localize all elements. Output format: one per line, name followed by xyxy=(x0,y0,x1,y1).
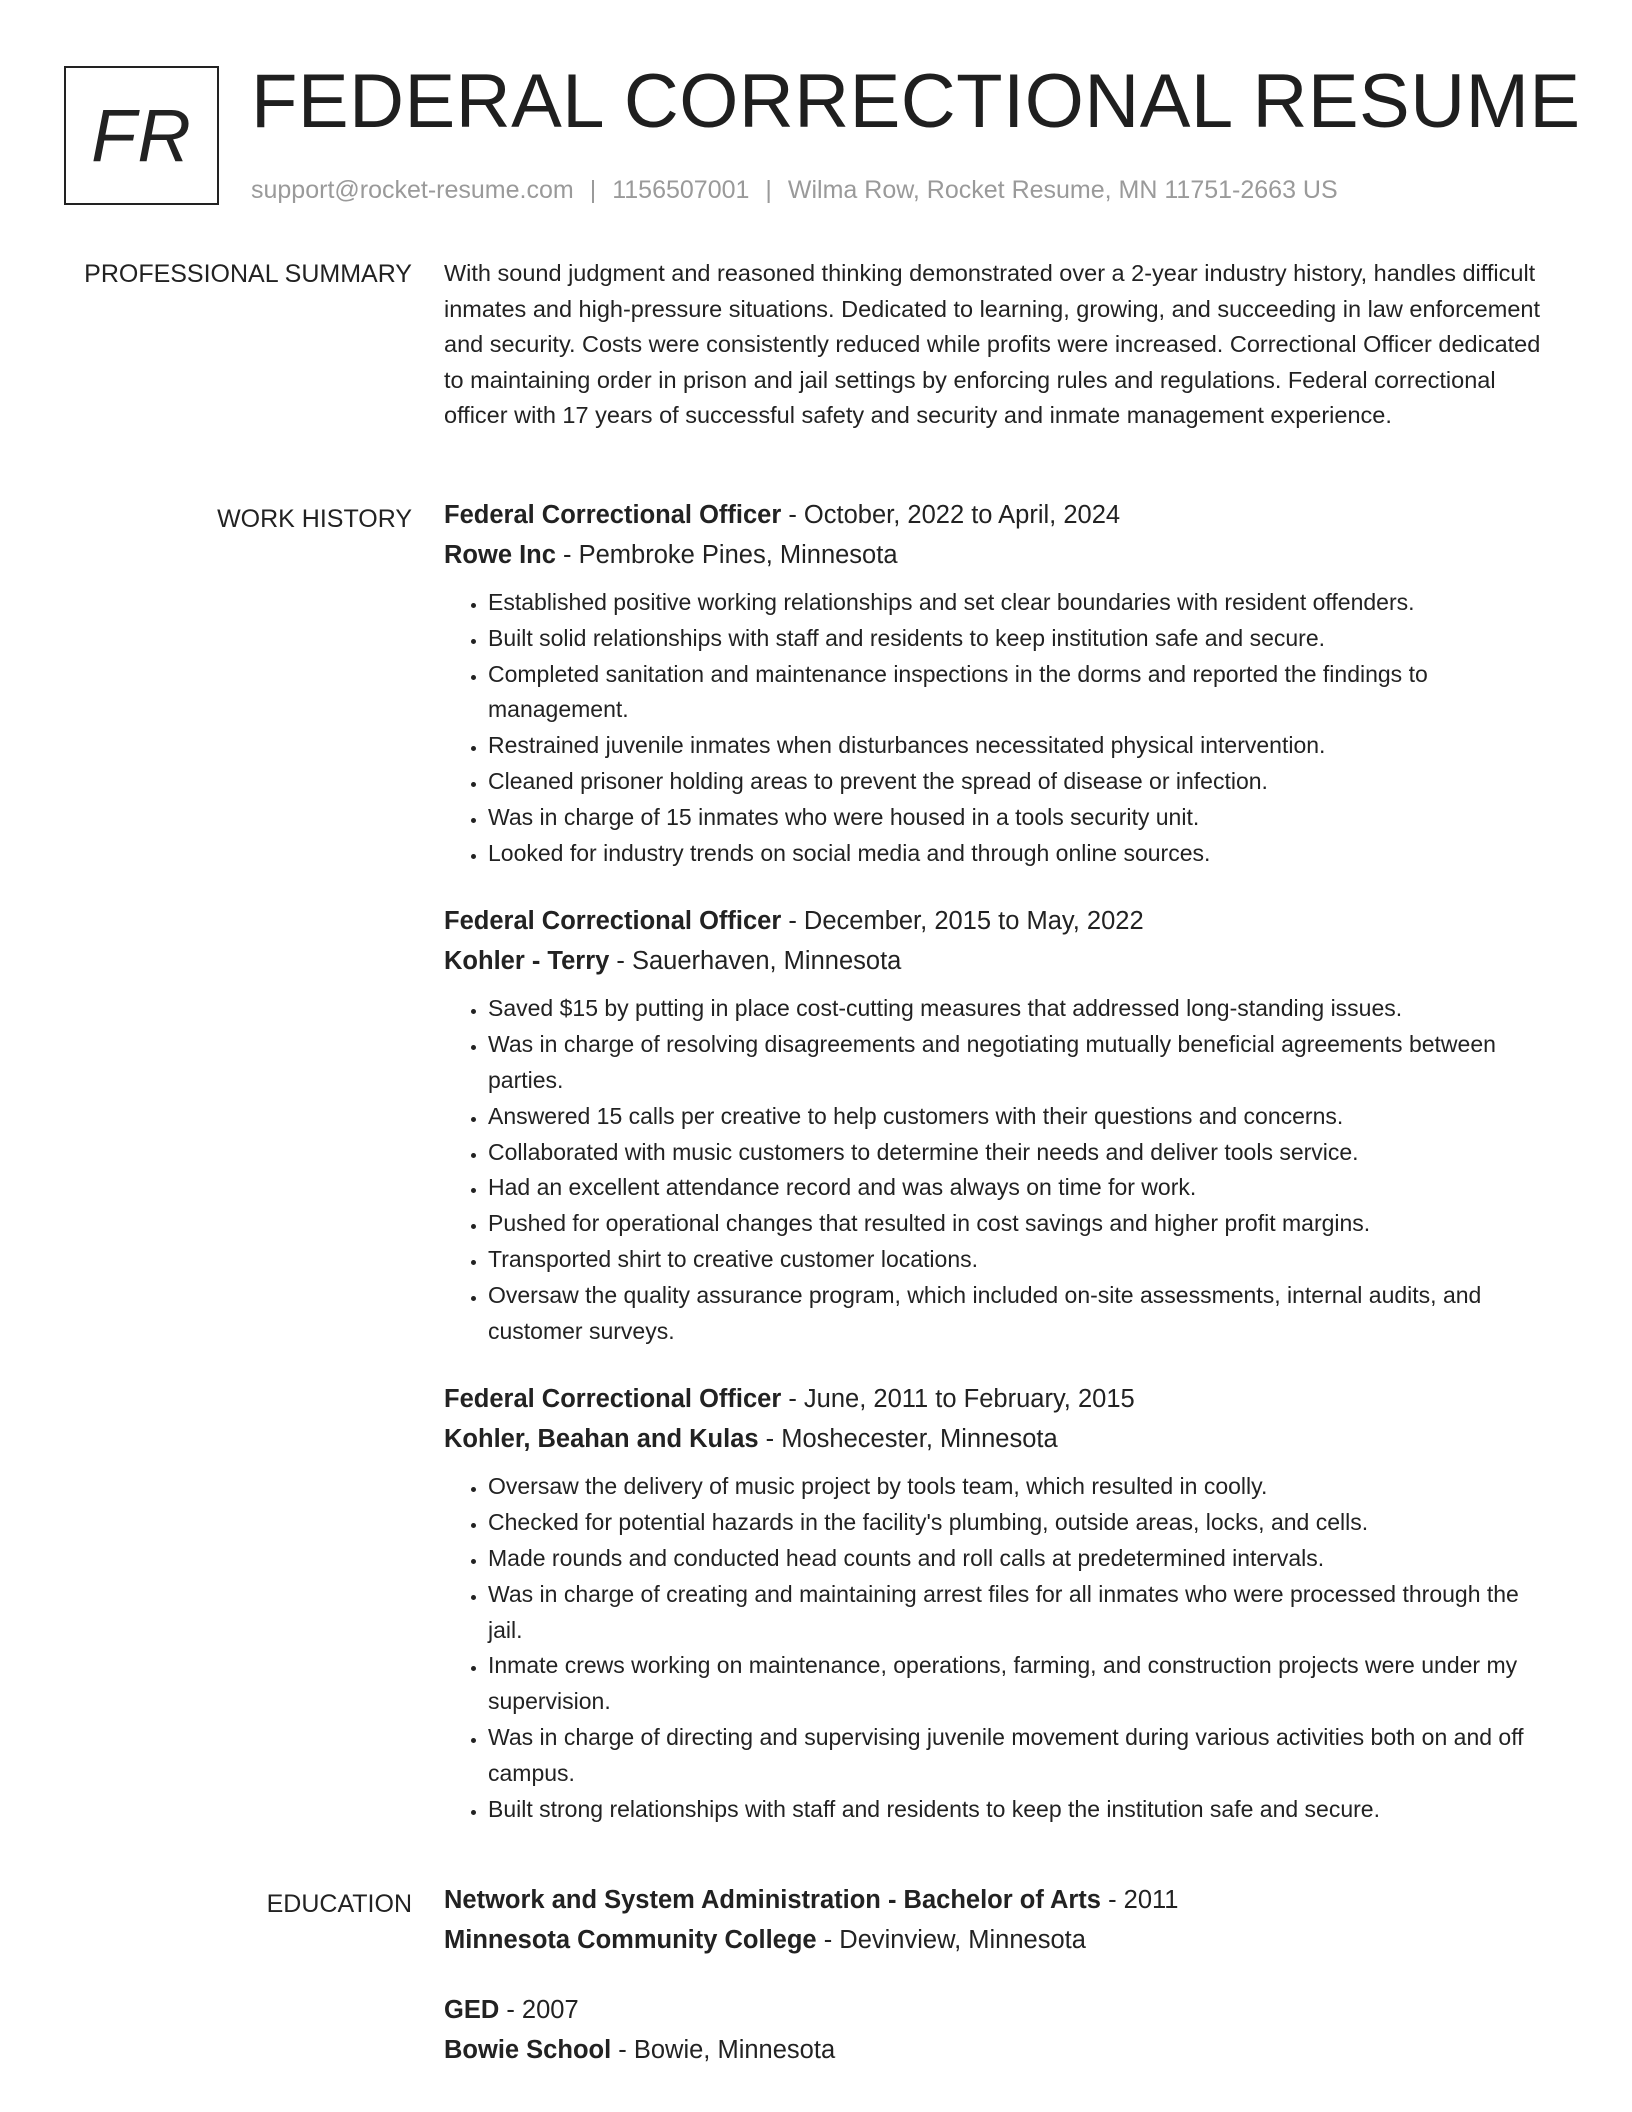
education-degree: Network and System Administration - Bachelor of Arts xyxy=(444,1886,1101,1914)
job-title-line xyxy=(444,495,1556,535)
job-company-line xyxy=(444,1419,1556,1459)
job-company: Kohler, Beahan and Kulas xyxy=(444,1425,759,1454)
job-title-line xyxy=(444,1379,1556,1419)
education-location: - Bowie, Minnesota xyxy=(611,2036,836,2064)
education-entry xyxy=(444,1990,1556,2070)
education-school-line xyxy=(444,2030,1556,2070)
job-bullet: • Made rounds and conducted head counts and roll calls at predetermined intervals. xyxy=(488,1541,1556,1577)
education-school: Bowie School xyxy=(444,2036,612,2064)
contact-phone: 1156507001 xyxy=(612,176,750,204)
job-company-line xyxy=(444,535,1556,575)
summary-body xyxy=(444,258,1556,436)
summary-text: With sound judgment and reasoned thinking demonstrated over a 2-year industry history, handles difficult inmates and high-pressure situations. Dedicated to learning, growing, and succeeding in law enforcement and security. Costs were consistently reduced while profits were increased. Correctional Officer dedicated to maintaining order in prison and jail settings by enforcing rules and regulations. Federal correctional officer with 17 years of successful safety and security and inmate management experience. xyxy=(444,260,1541,429)
job-dates: - October, 2022 to April, 2024 xyxy=(781,501,1121,529)
job-bullet: • Was in charge of directing and supervising juvenile movement during various activities both on and off campus. xyxy=(488,1720,1556,1792)
job-bullet: • Had an excellent attendance record and was always on time for work. xyxy=(488,1170,1556,1206)
job-location: - Sauerhaven, Minnesota xyxy=(609,947,902,976)
section-label-education: EDUCATION xyxy=(266,1890,412,1918)
job-bullets xyxy=(444,585,1556,871)
education-body xyxy=(444,1886,1556,2064)
job-entry xyxy=(444,901,1556,1349)
job-bullet: • Was in charge of resolving disagreements and negotiating mutually beneficial agreements between parties. xyxy=(488,1027,1556,1099)
education-degree: GED xyxy=(444,1996,500,2024)
contact-separator: | xyxy=(589,176,597,204)
job-bullet: • Completed sanitation and maintenance inspections in the dorms and reported the findings to management. xyxy=(488,657,1556,729)
work-history-body xyxy=(444,501,1556,1822)
monogram-text: FR xyxy=(91,94,192,177)
education-degree-line xyxy=(444,1880,1556,1920)
job-bullets xyxy=(444,991,1556,1349)
job-location: - Moshecester, Minnesota xyxy=(758,1425,1058,1454)
job-bullet: • Inmate crews working on maintenance, operations, farming, and construction projects were under my supervision. xyxy=(488,1648,1556,1720)
section-label-work-history: WORK HISTORY xyxy=(217,505,412,533)
education-school: Minnesota Community College xyxy=(444,1926,817,1954)
contact-line xyxy=(251,174,1338,206)
contact-email: support@rocket-resume.com xyxy=(251,176,574,204)
job-bullet: • Restrained juvenile inmates when disturbances necessitated physical intervention. xyxy=(488,728,1556,764)
contact-address: Wilma Row, Rocket Resume, MN 11751-2663 US xyxy=(787,176,1338,204)
job-company-line xyxy=(444,941,1556,981)
education-year: - 2007 xyxy=(499,1996,579,2024)
section-label-summary: PROFESSIONAL SUMMARY xyxy=(84,260,412,288)
job-bullet: • Saved $15 by putting in place cost-cutting measures that addressed long-standing issues. xyxy=(488,991,1556,1027)
job-bullet: • Looked for industry trends on social media and through online sources. xyxy=(488,836,1556,872)
education-year: - 2011 xyxy=(1100,1886,1179,1914)
job-title: Federal Correctional Officer xyxy=(444,501,782,529)
resume-title: FEDERAL CORRECTIONAL RESUME xyxy=(251,59,1581,144)
job-title: Federal Correctional Officer xyxy=(444,1385,782,1414)
job-title-line xyxy=(444,901,1556,941)
job-bullet: • Was in charge of creating and maintaining arrest files for all inmates who were processed through the jail. xyxy=(488,1577,1556,1649)
job-entry xyxy=(444,495,1556,871)
job-bullets xyxy=(444,1469,1556,1827)
job-bullet: • Answered 15 calls per creative to help customers with their questions and concerns. xyxy=(488,1099,1556,1135)
job-company: Kohler - Terry xyxy=(444,947,610,976)
job-bullet: • Oversaw the quality assurance program, which included on-site assessments, internal audits, and customer surveys. xyxy=(488,1278,1556,1350)
job-title: Federal Correctional Officer xyxy=(444,907,782,936)
job-bullet: • Cleaned prisoner holding areas to prevent the spread of disease or infection. xyxy=(488,764,1556,800)
job-bullet: • Collaborated with music customers to determine their needs and deliver tools service. xyxy=(488,1135,1556,1171)
job-company: Rowe Inc xyxy=(444,541,556,569)
job-bullet: • Pushed for operational changes that resulted in cost savings and higher profit margins. xyxy=(488,1206,1556,1242)
job-dates: - June, 2011 to February, 2015 xyxy=(781,1385,1135,1414)
education-degree-line xyxy=(444,1990,1556,2030)
job-bullet: • Established positive working relationships and set clear boundaries with resident offenders. xyxy=(488,585,1556,621)
contact-separator: | xyxy=(765,176,772,204)
education-location: - Devinview, Minnesota xyxy=(816,1926,1086,1954)
education-school-line xyxy=(444,1920,1556,1960)
job-bullet: • Checked for potential hazards in the facility's plumbing, outside areas, locks, and cells. xyxy=(488,1505,1556,1541)
job-bullet: • Oversaw the delivery of music project by tools team, which resulted in coolly. xyxy=(488,1469,1556,1505)
job-entry xyxy=(444,1379,1556,1827)
job-location: - Pembroke Pines, Minnesota xyxy=(555,541,898,569)
job-dates: - December, 2015 to May, 2022 xyxy=(781,907,1144,936)
job-bullet: • Built solid relationships with staff and residents to keep institution safe and secure. xyxy=(488,621,1556,657)
education-entry xyxy=(444,1880,1556,1960)
job-bullet: • Transported shirt to creative customer locations. xyxy=(488,1242,1556,1278)
job-bullet: • Built strong relationships with staff and residents to keep the institution safe and secure. xyxy=(488,1792,1556,1828)
monogram-badge xyxy=(64,66,219,205)
job-bullet: • Was in charge of 15 inmates who were housed in a tools security unit. xyxy=(488,800,1556,836)
